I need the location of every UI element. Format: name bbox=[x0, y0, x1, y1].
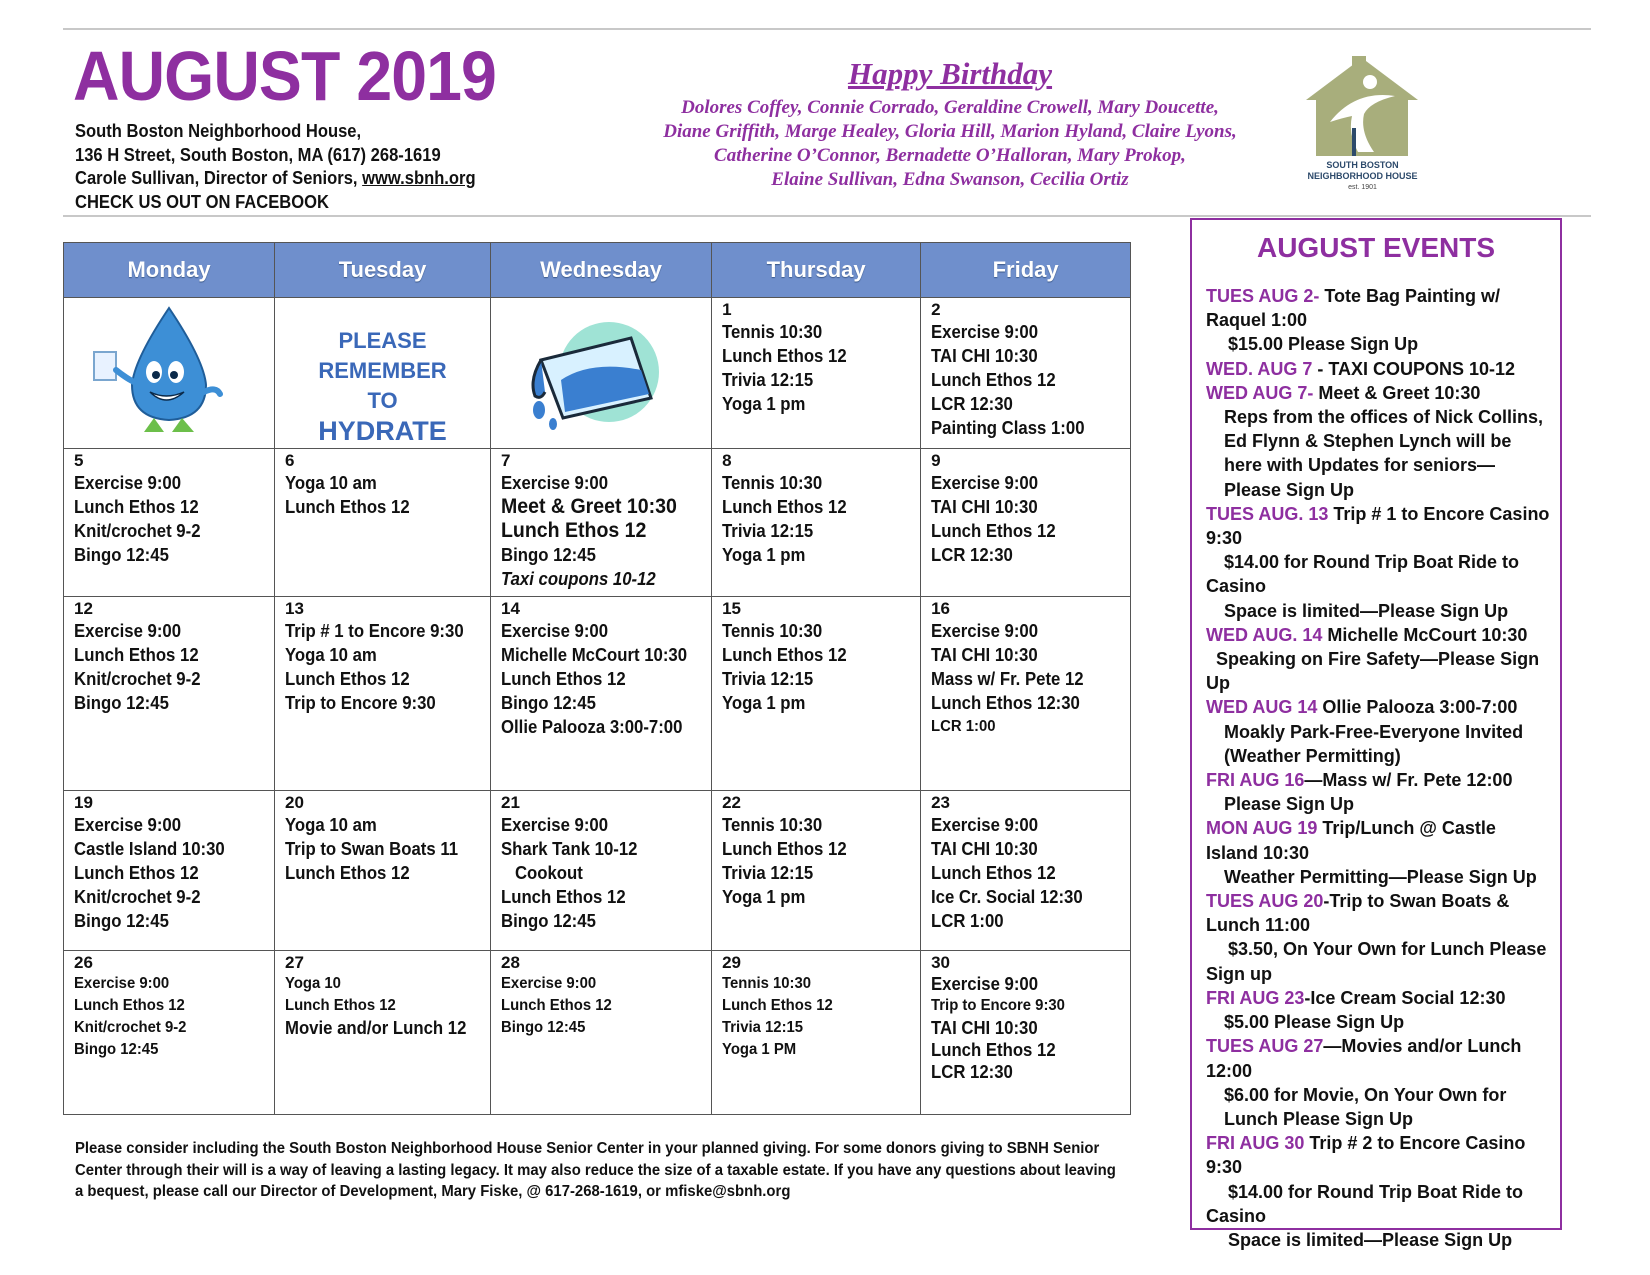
event-item: Lunch Ethos 12 bbox=[74, 497, 199, 517]
event-entry bbox=[1206, 768, 1552, 792]
org-address: 136 H Street, South Boston, MA (617) 268-1619 bbox=[75, 144, 441, 165]
day-cell bbox=[275, 791, 491, 951]
event-item: Trip # 1 to Encore 9:30 bbox=[285, 621, 464, 641]
day-number: 28 bbox=[501, 953, 520, 972]
day-cell bbox=[921, 597, 1131, 791]
day-number: 29 bbox=[722, 953, 742, 972]
event-item: Bingo 12:45 bbox=[501, 911, 596, 931]
footer-line: Please consider including the South Boston Neighborhood House Senior Center in your planned giving. For some donors giving to SBNH Senior bbox=[75, 1140, 1100, 1157]
event-item: Exercise 9:00 bbox=[931, 974, 1039, 994]
event-item: TAI CHI 10:30 bbox=[931, 346, 1038, 366]
event-text: - TAXI COUPONS 10-12 bbox=[1312, 358, 1516, 379]
event-detail: $5.00 Please Sign Up bbox=[1224, 1012, 1405, 1033]
event-date: WED AUG 14 bbox=[1206, 697, 1318, 718]
event-detail: Reps from the offices of Nick Collins, Ed Flynn & Stephen Lynch will be here with Updates for seniors—Please Sign Up bbox=[1224, 407, 1544, 500]
day-number: 9 bbox=[931, 451, 941, 470]
event-item: Lunch Ethos 12 bbox=[285, 497, 410, 517]
event-item: Trip to Encore 9:30 bbox=[285, 693, 436, 713]
event-item: Castle Island 10:30 bbox=[74, 839, 225, 859]
event-item: Yoga 10 bbox=[285, 975, 341, 992]
events-list bbox=[1206, 284, 1552, 1252]
day-cell bbox=[491, 951, 712, 1115]
day-header-tuesday: Tuesday bbox=[275, 243, 491, 298]
event-detail: Please Sign Up bbox=[1224, 794, 1355, 815]
event-date: TUES AUG 2- bbox=[1206, 286, 1320, 306]
event-item: Bingo 12:45 bbox=[74, 1041, 159, 1058]
calendar-header-row bbox=[64, 243, 1131, 298]
event-entry bbox=[1206, 986, 1552, 1010]
event-date: FRI AUG 23 bbox=[1206, 987, 1305, 1008]
event-item: Bingo 12:45 bbox=[501, 545, 596, 565]
event-text: Ollie Palooza 3:00-7:00 bbox=[1317, 697, 1518, 718]
event-item: Bingo 12:45 bbox=[74, 545, 169, 565]
director-text: Carole Sullivan, Director of Seniors, bbox=[75, 168, 363, 188]
event-item: Exercise 9:00 bbox=[74, 975, 170, 992]
logo-line2: NEIGHBORHOOD HOUSE bbox=[1307, 171, 1418, 181]
day-number: 2 bbox=[931, 300, 941, 319]
event-text: Tote Bag Painting w/ Raquel 1:00 bbox=[1206, 286, 1501, 331]
day-cell-empty bbox=[64, 298, 275, 449]
event-item: LCR 12:30 bbox=[931, 545, 1013, 565]
event-item: Exercise 9:00 bbox=[501, 473, 609, 493]
event-detail: Speaking on Fire Safety—Please Sign Up bbox=[1206, 649, 1540, 694]
event-entry bbox=[1206, 623, 1552, 647]
event-item: TAI CHI 10:30 bbox=[931, 645, 1038, 665]
event-item: Lunch Ethos 12 bbox=[74, 997, 185, 1014]
event-item: Painting Class 1:00 bbox=[931, 418, 1085, 438]
website-link[interactable]: www.sbnh.org bbox=[362, 168, 476, 188]
event-text: Trip/Lunch @ Castle Island 10:30 bbox=[1206, 818, 1496, 863]
calendar-table bbox=[63, 242, 1131, 1115]
event-item: TAI CHI 10:30 bbox=[931, 1018, 1038, 1038]
event-text: -Ice Cream Social 12:30 bbox=[1304, 987, 1506, 1008]
day-header-thursday: Thursday bbox=[712, 243, 921, 298]
logo-text bbox=[1300, 160, 1425, 193]
event-item: Yoga 1 pm bbox=[722, 693, 806, 713]
day-cell-empty bbox=[491, 298, 712, 449]
event-item: Tennis 10:30 bbox=[722, 815, 823, 835]
event-item: Taxi coupons 10-12 bbox=[501, 569, 656, 589]
day-number: 30 bbox=[931, 953, 951, 972]
day-cell bbox=[64, 597, 275, 791]
event-item: Tennis 10:30 bbox=[722, 621, 823, 641]
event-entry bbox=[1206, 695, 1552, 719]
event-item: Movie and/or Lunch 12 bbox=[285, 1018, 467, 1038]
week-row-3 bbox=[64, 597, 1131, 791]
event-item: Exercise 9:00 bbox=[931, 621, 1039, 641]
event-item: Bingo 12:45 bbox=[501, 1019, 586, 1036]
event-date: TUES AUG 27 bbox=[1206, 1036, 1324, 1057]
event-item: Lunch Ethos 12 bbox=[501, 519, 647, 542]
event-item: Lunch Ethos 12 bbox=[74, 645, 199, 665]
event-item: Lunch Ethos 12 bbox=[285, 863, 410, 883]
event-item: Lunch Ethos 12 bbox=[501, 669, 626, 689]
event-item: Exercise 9:00 bbox=[501, 621, 609, 641]
event-item: Lunch Ethos 12 bbox=[931, 370, 1056, 390]
event-entry bbox=[1206, 816, 1552, 864]
day-number: 5 bbox=[74, 451, 84, 470]
event-item: Lunch Ethos 12 bbox=[74, 863, 199, 883]
birthday-line: Diane Griffith, Marge Healey, Gloria Hill, Marion Hyland, Claire Lyons, bbox=[663, 121, 1237, 142]
event-item: Exercise 9:00 bbox=[501, 975, 597, 992]
day-header-friday: Friday bbox=[921, 243, 1131, 298]
event-text: —Mass w/ Fr. Pete 12:00 bbox=[1304, 770, 1513, 791]
event-entry bbox=[1206, 357, 1552, 381]
day-cell bbox=[64, 449, 275, 597]
water-drop-mascot-icon bbox=[74, 300, 264, 440]
day-cell bbox=[491, 791, 712, 951]
event-item: Exercise 9:00 bbox=[931, 815, 1039, 835]
event-item: Trip to Swan Boats 11 bbox=[285, 839, 459, 859]
day-cell bbox=[712, 791, 921, 951]
event-detail: $15.00 Please Sign Up bbox=[1228, 334, 1419, 355]
event-item: Lunch Ethos 12:30 bbox=[931, 693, 1080, 713]
event-item: Lunch Ethos 12 bbox=[285, 669, 410, 689]
event-item: TAI CHI 10:30 bbox=[931, 497, 1038, 517]
facebook-line: CHECK US OUT ON FACEBOOK bbox=[75, 191, 329, 212]
event-text: Trip # 1 to Encore Casino 9:30 bbox=[1206, 503, 1550, 549]
event-item: Exercise 9:00 bbox=[931, 473, 1039, 493]
event-item: Trivia 12:15 bbox=[722, 370, 814, 390]
event-date: WED AUG. 14 bbox=[1206, 624, 1323, 645]
event-text: Meet & Greet 10:30 bbox=[1313, 382, 1481, 403]
events-panel bbox=[1190, 218, 1562, 1250]
event-entry bbox=[1206, 381, 1552, 405]
day-cell bbox=[275, 449, 491, 597]
birthday-title: Happy Birthday bbox=[847, 56, 1053, 91]
reminder-line: TO bbox=[367, 388, 398, 413]
event-item: Yoga 1 PM bbox=[722, 1041, 797, 1058]
event-date: MON AUG 19 bbox=[1206, 818, 1318, 839]
event-item: Knit/crochet 9-2 bbox=[74, 1019, 187, 1036]
day-number: 13 bbox=[285, 599, 304, 618]
event-item: Trip to Encore 9:30 bbox=[931, 997, 1066, 1014]
event-item: Ice Cr. Social 12:30 bbox=[931, 887, 1083, 907]
event-item: Mass w/ Fr. Pete 12 bbox=[931, 669, 1084, 689]
director-line bbox=[75, 167, 476, 191]
event-item: Knit/crochet 9-2 bbox=[74, 669, 201, 689]
event-item: Trivia 12:15 bbox=[722, 863, 814, 883]
event-item: Tennis 10:30 bbox=[722, 322, 823, 342]
event-item: LCR 12:30 bbox=[931, 1062, 1013, 1082]
event-item: Exercise 9:00 bbox=[74, 621, 182, 641]
logo-line1: SOUTH BOSTON bbox=[1326, 160, 1399, 170]
birthday-line: Catherine O’Connor, Bernadette O’Halloran, Mary Prokop, bbox=[714, 145, 1186, 166]
day-number: 1 bbox=[722, 300, 732, 319]
day-number: 27 bbox=[285, 953, 304, 972]
event-item: Bingo 12:45 bbox=[74, 911, 169, 931]
event-entry bbox=[1206, 284, 1552, 332]
day-cell bbox=[712, 449, 921, 597]
event-date: FRI AUG 30 bbox=[1206, 1133, 1305, 1154]
event-item: Yoga 1 pm bbox=[722, 545, 806, 565]
day-number: 22 bbox=[722, 793, 742, 812]
day-cell bbox=[275, 597, 491, 791]
day-number: 23 bbox=[931, 793, 951, 812]
day-cell bbox=[712, 597, 921, 791]
event-entry bbox=[1206, 889, 1552, 937]
day-cell bbox=[64, 951, 275, 1115]
event-item: Lunch Ethos 12 bbox=[501, 997, 612, 1014]
event-text: -Trip to Swan Boats & Lunch 11:00 bbox=[1206, 891, 1510, 936]
event-item: Cookout bbox=[501, 863, 583, 883]
event-item: Lunch Ethos 12 bbox=[285, 997, 396, 1014]
day-number: 19 bbox=[74, 793, 93, 812]
event-item: LCR 1:00 bbox=[931, 911, 1004, 931]
event-date: WED AUG 7- bbox=[1206, 382, 1314, 403]
day-number: 21 bbox=[501, 793, 520, 812]
event-item: Shark Tank 10-12 bbox=[501, 839, 638, 859]
day-number: 6 bbox=[285, 451, 295, 470]
event-item: TAI CHI 10:30 bbox=[931, 839, 1038, 859]
day-number: 7 bbox=[501, 451, 511, 470]
week-row-2 bbox=[64, 449, 1131, 597]
event-date: FRI AUG 16 bbox=[1206, 770, 1305, 791]
day-number: 12 bbox=[74, 599, 93, 618]
event-item: Lunch Ethos 12 bbox=[931, 863, 1056, 883]
event-detail: $6.00 for Movie, On Your Own for Lunch Please Sign Up bbox=[1224, 1084, 1507, 1129]
hydrate-reminder bbox=[285, 326, 480, 446]
day-cell bbox=[921, 298, 1131, 449]
event-item: LCR 12:30 bbox=[931, 394, 1013, 414]
event-item: Bingo 12:45 bbox=[501, 693, 596, 713]
event-detail: $3.50, On Your Own for Lunch Please Sign up bbox=[1206, 939, 1547, 984]
glass-of-water-icon bbox=[501, 300, 691, 440]
day-cell bbox=[712, 298, 921, 449]
event-detail: $14.00 for Round Trip Boat Ride to Casino bbox=[1206, 1181, 1524, 1226]
event-text: —Movies and/or Lunch 12:00 bbox=[1206, 1036, 1522, 1081]
org-name: South Boston Neighborhood House, bbox=[75, 121, 362, 141]
event-item: Lunch Ethos 12 bbox=[931, 1040, 1056, 1060]
event-item: Exercise 9:00 bbox=[74, 815, 182, 835]
event-date: TUES AUG 20 bbox=[1206, 891, 1324, 912]
event-detail: Space is limited—Please Sign Up bbox=[1224, 600, 1509, 621]
day-number: 15 bbox=[722, 599, 742, 618]
event-item: Meet & Greet 10:30 bbox=[501, 495, 677, 518]
day-number: 14 bbox=[501, 599, 520, 618]
week-row-1 bbox=[64, 298, 1131, 449]
event-item: Yoga 1 pm bbox=[722, 394, 806, 414]
event-date: WED. AUG 7 bbox=[1206, 358, 1313, 379]
event-item: Knit/crochet 9-2 bbox=[74, 521, 201, 541]
house-logo-icon bbox=[1300, 52, 1425, 160]
day-cell bbox=[921, 951, 1131, 1115]
event-detail: Moakly Park-Free-Everyone Invited (Weather Permitting) bbox=[1224, 721, 1524, 766]
event-item: Lunch Ethos 12 bbox=[722, 839, 847, 859]
events-title: AUGUST EVENTS bbox=[1256, 232, 1496, 263]
event-detail: Weather Permitting—Please Sign Up bbox=[1224, 866, 1537, 887]
sbnh-logo bbox=[1300, 52, 1425, 202]
day-number: 20 bbox=[285, 793, 304, 812]
day-cell-empty bbox=[275, 298, 491, 449]
top-rule bbox=[63, 28, 1591, 30]
event-item: Lunch Ethos 12 bbox=[501, 887, 626, 907]
day-cell bbox=[921, 449, 1131, 597]
birthday-line: Elaine Sullivan, Edna Swanson, Cecilia Ortiz bbox=[771, 169, 1129, 190]
event-item: Exercise 9:00 bbox=[501, 815, 609, 835]
event-detail: $14.00 for Round Trip Boat Ride to Casino bbox=[1206, 552, 1520, 597]
event-item: Lunch Ethos 12 bbox=[722, 645, 847, 665]
event-item: LCR 1:00 bbox=[931, 718, 996, 735]
day-number: 16 bbox=[931, 599, 951, 618]
event-item: Michelle McCourt 10:30 bbox=[501, 645, 688, 665]
event-item: Lunch Ethos 12 bbox=[722, 346, 847, 366]
event-item: Lunch Ethos 12 bbox=[722, 497, 847, 517]
day-cell bbox=[64, 791, 275, 951]
week-row-5 bbox=[64, 951, 1131, 1115]
event-item: Yoga 1 pm bbox=[722, 887, 806, 907]
event-item: Trivia 12:15 bbox=[722, 521, 814, 541]
footer-line: a bequest, please call our Director of Development, Mary Fiske, @ 617-268-1619, or mfiske@sbnh.org bbox=[75, 1183, 791, 1200]
event-item: Yoga 10 am bbox=[285, 473, 377, 493]
day-number: 8 bbox=[722, 451, 732, 470]
day-header-monday: Monday bbox=[64, 243, 275, 298]
reminder-line: PLEASE REMEMBER bbox=[318, 328, 447, 383]
org-address-block bbox=[75, 120, 510, 214]
logo-est: est. 1901 bbox=[1348, 184, 1377, 191]
day-cell bbox=[275, 951, 491, 1115]
event-item: Tennis 10:30 bbox=[722, 975, 812, 992]
event-item: Lunch Ethos 12 bbox=[931, 521, 1056, 541]
event-entry bbox=[1206, 1131, 1552, 1179]
event-item: Trivia 12:15 bbox=[722, 669, 814, 689]
event-item: Lunch Ethos 12 bbox=[722, 997, 833, 1014]
week-row-4 bbox=[64, 791, 1131, 951]
event-item: Yoga 10 am bbox=[285, 645, 377, 665]
day-header-wednesday: Wednesday bbox=[491, 243, 712, 298]
day-cell bbox=[491, 597, 712, 791]
day-cell bbox=[491, 449, 712, 597]
event-item: Knit/crochet 9-2 bbox=[74, 887, 201, 907]
page-title: AUGUST 2019 bbox=[73, 37, 496, 115]
day-cell bbox=[921, 791, 1131, 951]
planned-giving-note bbox=[75, 1138, 1165, 1203]
footer-line: Center through their will is a way of leaving a lasting legacy. It may also reduce the size of a taxable estate. If you have any questions about leaving bbox=[75, 1161, 1116, 1179]
event-entry bbox=[1206, 1034, 1552, 1082]
day-cell bbox=[712, 951, 921, 1115]
birthday-line: Dolores Coffey, Connie Corrado, Geraldine Crowell, Mary Doucette, bbox=[681, 97, 1219, 118]
birthday-names bbox=[600, 96, 1300, 192]
event-item: Trivia 12:15 bbox=[722, 1019, 804, 1036]
event-item: Ollie Palooza 3:00-7:00 bbox=[501, 717, 683, 737]
header-rule bbox=[63, 215, 1591, 217]
event-date: TUES AUG. 13 bbox=[1206, 503, 1329, 524]
event-item: Bingo 12:45 bbox=[74, 693, 169, 713]
event-detail: Space is limited—Please Sign Up bbox=[1228, 1229, 1513, 1250]
event-item: Exercise 9:00 bbox=[931, 322, 1039, 342]
event-item: Yoga 10 am bbox=[285, 815, 377, 835]
event-item: Exercise 9:00 bbox=[74, 473, 182, 493]
day-number: 26 bbox=[74, 953, 93, 972]
event-text: Michelle McCourt 10:30 bbox=[1322, 624, 1528, 645]
event-text: Trip # 2 to Encore Casino 9:30 bbox=[1206, 1133, 1526, 1178]
reminder-hydrate: HYDRATE bbox=[318, 416, 447, 446]
event-item: Tennis 10:30 bbox=[722, 473, 823, 493]
event-entry bbox=[1206, 502, 1552, 550]
